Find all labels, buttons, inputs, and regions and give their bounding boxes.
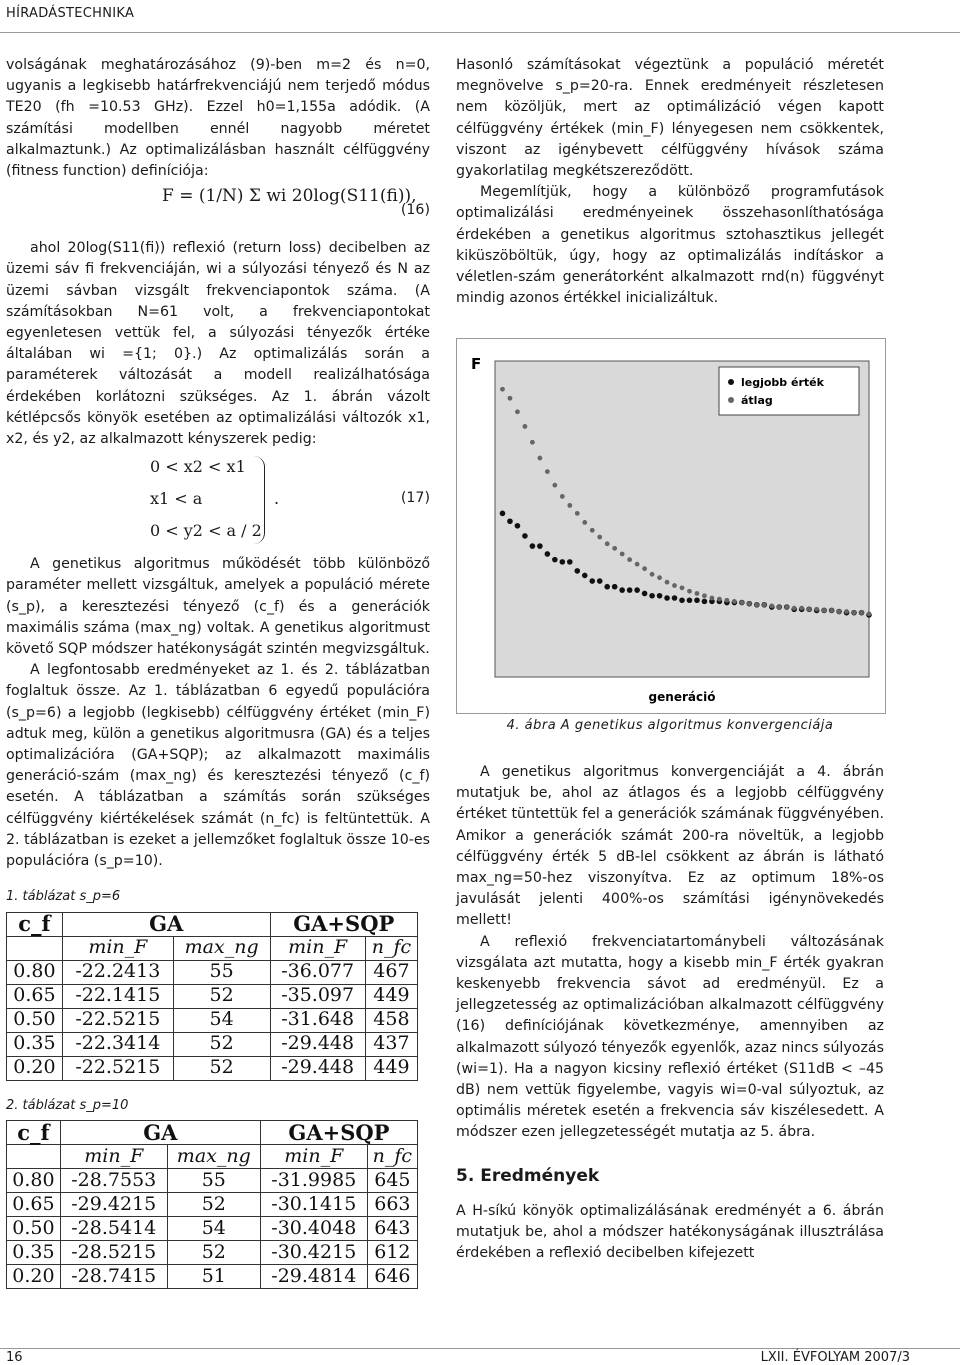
best-value-point: [619, 587, 625, 593]
equation-16-body: F = (1/N) Σ wi 20log(S11(fi)),: [162, 186, 417, 207]
table-row: 0.65 -22.1415 52 -35.097 449: [7, 984, 418, 1008]
average-point: [717, 597, 722, 602]
average-point: [807, 607, 812, 612]
legend-box: [719, 367, 859, 415]
average-point: [747, 601, 752, 606]
best-value-point: [522, 533, 528, 539]
table-row: 0.20 -22.5215 52 -29.448 449: [7, 1056, 418, 1080]
best-value-point: [574, 568, 580, 574]
best-value-point: [649, 593, 655, 599]
average-point: [769, 604, 774, 609]
legend-marker: [728, 379, 734, 385]
average-point: [739, 600, 744, 605]
right-column-top: [456, 55, 884, 309]
average-point: [500, 387, 505, 392]
average-point: [710, 596, 715, 601]
average-point: [530, 440, 535, 445]
table-subheader: n_fc: [365, 936, 417, 960]
average-point: [552, 483, 557, 488]
average-point: [545, 469, 550, 474]
average-point: [672, 583, 677, 588]
paragraph: A legfontosabb eredményeket az 1. és 2. táblázatban foglaltuk össze. Az 1. táblázatban 6 egyedű populációra (s_p=6) a legjobb (legkisebb) célfüggvény értéket (min_F) adtuk meg, külön a genetikus algoritmusra (GA) és a teljes optimalizációra (GA+SQP); az alkalmazott maximális generáció-szám (max_ng) és keresztezési tényező (c_f) esetén. A táblázatban a számítás során szükséges célfüggvény kiértékelések számát (n_fc) is feltüntettük. A 2. táblázatban is ezeket a jellemzőket foglaltuk össze 10-es populációra (s_p=10).: [6, 662, 430, 870]
average-point: [642, 566, 647, 571]
equation-17-number: (17): [400, 490, 430, 507]
average-point: [732, 599, 737, 604]
convergence-plot: [457, 339, 885, 713]
table-header: GA+SQP: [270, 912, 418, 936]
average-point: [590, 528, 595, 533]
paragraph: A reflexió frekvenciatartománybeli változásának vizsgálata azt mutatta, hogy a kisebb min_F érték gyakran keskenyebb frekvencia sávot ad eredményül. Ez a jellegzetesség az optimalizációban alkalmazott célfüggvény (16) definíciójának következménye, amennyiben az alkalmazott súlyozó tényezők egyenlők, azaz nincs súlyozás (wi=1). Ha a nagyon kicsiny reflexió értéket (S11dB < –45 dB) nem vettük figyelembe, vagyis wi=0-val súlyoztuk, az optimális méretek esetén a frekvencia sáv kiszélesedett. A módszer ezen jellegzetességét mutatja az 5. ábra.: [456, 933, 884, 1141]
best-value-point: [597, 578, 603, 584]
best-value-point: [560, 559, 566, 565]
best-value-point: [687, 597, 693, 603]
average-point: [612, 546, 617, 551]
table-subheader: min_F: [60, 1144, 167, 1168]
table-row: 0.50 -28.5414 54 -30.4048 643: [7, 1216, 418, 1240]
table-2: [6, 1120, 418, 1289]
best-value-point: [627, 587, 633, 593]
best-value-point: [664, 595, 670, 601]
page-number: 16: [6, 1350, 23, 1365]
equation-16: [6, 182, 430, 238]
table-header: c_f: [7, 1120, 61, 1144]
figure-4-caption: 4. ábra A genetikus algoritmus konvergenciája: [506, 718, 834, 733]
average-point: [695, 591, 700, 596]
table-2-caption: 2. táblázat s_p=10: [6, 1097, 129, 1113]
average-point: [792, 606, 797, 611]
best-value-point: [537, 543, 543, 549]
average-point: [635, 562, 640, 567]
average-point: [680, 585, 685, 590]
average-point: [859, 610, 864, 615]
average-point: [537, 456, 542, 461]
table-header: c_f: [7, 912, 63, 936]
x-axis-label: generáció: [648, 690, 716, 704]
figure-4-chart: [456, 338, 886, 714]
table-subheader: max_ng: [173, 936, 270, 960]
average-point: [867, 611, 872, 616]
y-axis-label: F: [471, 355, 482, 373]
table-1: [6, 912, 418, 1081]
table-row: 0.20 -28.7415 51 -29.4814 646: [7, 1264, 418, 1288]
table-subheader: max_ng: [167, 1144, 260, 1168]
average-point: [575, 511, 580, 516]
table-header: GA: [62, 912, 270, 936]
best-value-point: [702, 599, 708, 605]
best-value-point: [545, 551, 551, 557]
best-value-point: [530, 543, 536, 549]
average-point: [837, 609, 842, 614]
paragraph: A H-síkú könyök optimalizálásának eredményét a 6. ábrán mutatjuk be, ahol a módszer hatékonyságának illusztrálása érdekében a reflexió decibelben kifejezett: [456, 1202, 884, 1262]
best-value-point: [589, 578, 595, 584]
average-point: [560, 494, 565, 499]
table-row: 0.35 -22.3414 52 -29.448 437: [7, 1032, 418, 1056]
legend-label: átlag: [741, 394, 773, 407]
paragraph: A genetikus algoritmus konvergenciáját a 4. ábrán mutatjuk be, ahol az átlagos és a legjobb célfüggvény értéket tüntettük fel a generációk számának függvényében. Amikor a generációk számát 200-ra növeltük, a legjobb célfüggvény érték 5 dB-lel csökkent az ábrán is látható max_ng=50-hez viszonyítva. Ez az optimum 18%-os javulását jelenti 400%-os számítási igénynövekedés mellett!: [456, 764, 884, 929]
table-subheader: min_F: [62, 936, 173, 960]
right-column-bottom: [456, 762, 884, 1264]
brace: [254, 456, 265, 544]
left-column: [6, 55, 430, 1289]
best-value-point: [582, 573, 588, 579]
table-row: 0.35 -28.5215 52 -30.4215 612: [7, 1240, 418, 1264]
average-point: [829, 608, 834, 613]
constraint-3: 0 < y2 < a / 2: [150, 521, 262, 541]
equation-17-dot: .: [274, 489, 280, 509]
average-point: [620, 552, 625, 557]
average-point: [844, 609, 849, 614]
equation-16-number: (16): [400, 202, 430, 219]
average-point: [515, 409, 520, 414]
table-1-caption: 1. táblázat s_p=6: [6, 889, 121, 905]
best-value-point: [672, 595, 678, 601]
table-row: 0.80 -22.2413 55 -36.077 467: [7, 960, 418, 984]
paragraph: A genetikus algoritmus működését több különböző paraméter mellett vizsgáltuk, amelyek a populáció mérete (s_p), a keresztezési tényező (c_f) és a generációk maximális száma (max_ng) voltak. A genetikus algoritmust követő SQP módszer hatékonyságát szintén megvizsgáltuk.: [6, 556, 430, 658]
average-point: [777, 605, 782, 610]
paragraph: Hasonló számításokat végeztünk a populáció méretét megnövelve s_p=20-ra. Ennek eredményeit részletesen nem közöljük, mert az optimálizáció végen kapott célfüggvény értékek (min_F) lényegesen nem csökkentek, viszont az igénybevett célfüggvény hívások száma gyakorlatilag megkétszereződött.: [456, 57, 884, 180]
best-value-point: [679, 597, 685, 603]
table-row: 0.65 -29.4215 52 -30.1415 663: [7, 1192, 418, 1216]
paragraph: Megemlítjük, hogy a különböző programfutások optimalizálási eredményeinek összehasonlíthatósága érdekében a genetikus algoritmus sztohasztikus jellegét kiküszöböltük, úgy, hogy az optimalizálás indításkor a véletlen-szám generátorként alkalmazott rnd(n) függvényt mindig azonos értékkel inicializáltuk.: [456, 184, 884, 307]
best-value-point: [604, 584, 610, 590]
legend-label: legjobb érték: [741, 376, 824, 389]
best-value-point: [634, 587, 640, 593]
average-point: [799, 606, 804, 611]
average-point: [597, 535, 602, 540]
average-point: [852, 610, 857, 615]
section-heading: 5. Eredmények: [456, 1165, 600, 1186]
equation-17: [6, 450, 430, 554]
legend-marker: [728, 397, 734, 403]
table-subheader: min_F: [260, 1144, 367, 1168]
paragraph: ahol 20log(S11(fi)) reflexió (return loss) decibelben az üzemi sáv fi frekvenciáján, wi a súlyozási tényező és N az üzemi sávban vizsgált frekvenciapontok száma. (A számításokban N=61 volt, a frekvenciapontokat egyenletesen vettük fel, a súlyozási tényezők értéke általában wi ={1; 0}.) Az optimalizálás során a paraméterek változását a modell realizálhatósága érdekében korlátozni szükséges. Az 1. ábrán vázolt kétlépcsős könyök esetében az optimalizálási változók x1, x2, és y2, az alkalmazott kényszerek pedig:: [6, 240, 430, 448]
table-row: 0.80 -28.7553 55 -31.9985 645: [7, 1168, 418, 1192]
best-value-point: [507, 518, 513, 524]
average-point: [724, 598, 729, 603]
average-point: [650, 572, 655, 577]
volume-info: LXII. ÉVFOLYAM 2007/3: [760, 1350, 910, 1365]
average-point: [567, 503, 572, 508]
average-point: [754, 602, 759, 607]
best-value-point: [694, 597, 700, 603]
average-point: [762, 602, 767, 607]
table-subheader: n_fc: [367, 1144, 417, 1168]
best-value-point: [500, 511, 506, 517]
average-point: [687, 589, 692, 594]
average-point: [814, 607, 819, 612]
average-point: [665, 580, 670, 585]
paragraph: volságának meghatározásához (9)-ben m=2 és n=0, ugyanis a legkisebb határfrekvenciájú nem terjedő módus TE20 (fh =10.53 GHz). Ezzel h0=1,155a adódik. (A számítási modellben ennél nagyobb méretet alkalmaztunk.) Az optimalizálásban használt célfüggvény (fitness function) definíciója:: [6, 57, 430, 180]
table-row: 0.50 -22.5215 54 -31.648 458: [7, 1008, 418, 1032]
table-subheader: min_F: [270, 936, 365, 960]
best-value-point: [612, 584, 618, 590]
average-point: [822, 608, 827, 613]
average-point: [508, 396, 513, 401]
best-value-point: [515, 523, 521, 529]
constraint-1: 0 < x2 < x1: [150, 457, 246, 477]
journal-title: HÍRADÁSTECHNIKA: [6, 6, 135, 21]
constraint-2: x1 < a: [150, 489, 203, 509]
best-value-point: [657, 593, 663, 599]
average-point: [582, 520, 587, 525]
table-header: GA: [60, 1120, 260, 1144]
best-value-point: [552, 557, 558, 563]
best-value-point: [567, 559, 573, 565]
page-header: [0, 0, 960, 33]
average-point: [784, 605, 789, 610]
average-point: [657, 575, 662, 580]
average-point: [523, 424, 528, 429]
best-value-point: [642, 591, 648, 597]
average-point: [627, 557, 632, 562]
average-point: [702, 593, 707, 598]
average-point: [605, 541, 610, 546]
table-header: GA+SQP: [260, 1120, 417, 1144]
